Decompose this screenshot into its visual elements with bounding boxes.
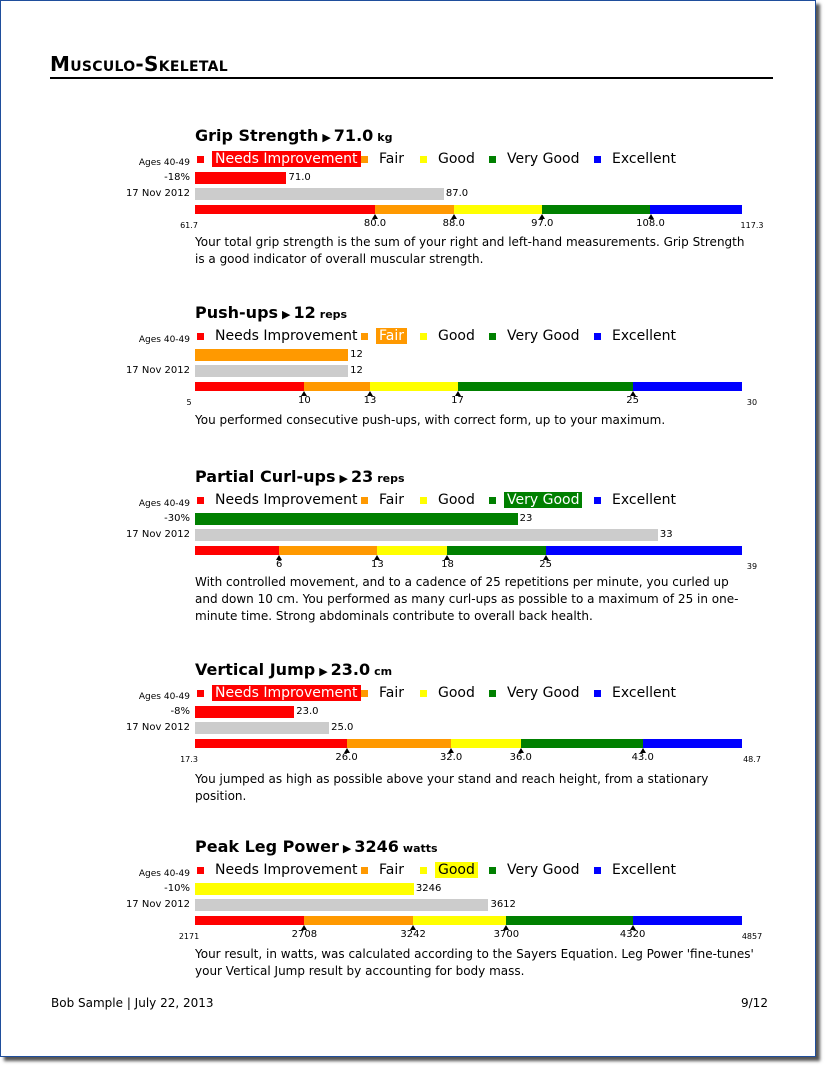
scale-segment-fair [375,205,454,214]
legend-swatch-fair [361,497,368,504]
scale-segment-good [377,546,447,555]
legend-item-excellent [594,862,679,878]
metric-description: You performed consecutive push-ups, with correct form, up to your maximum. [195,413,666,427]
legend-swatch-excellent [594,333,601,340]
current-result-value: 12 [350,349,363,360]
scale-tick-label: 43.0 [631,752,654,763]
metric-title [195,127,392,147]
metric-name: Partial Curl-ups [195,467,336,486]
legend-label: Fair [379,685,404,701]
current-result-bar [195,349,348,361]
scale-segment-excellent [546,546,742,555]
result-arrow-icon: ▶ [339,472,348,485]
metric-unit: watts [402,842,438,855]
metric-section [0,126,825,266]
metric-description: Your total grip strength is the sum of your right and left-hand measurements. Grip Strength is a good indicator of overall muscular strength. [195,235,745,266]
current-result-value: 3246 [415,883,442,894]
current-result-value: 71.0 [288,172,311,183]
legend-swatch-good [420,497,427,504]
previous-test-date: 17 Nov 2012 [125,365,190,376]
metric-title [195,304,347,324]
scale-tick-label: 39 [746,562,758,571]
legend-item-fair [361,492,407,508]
metric-section [0,837,825,978]
legend-label: Very Good [507,862,580,878]
legend-swatch-very-good [489,867,496,874]
metric-name: Vertical Jump [195,660,316,679]
rating-scale-bar [195,739,742,748]
current-result-bar [195,883,414,895]
metric-description: You jumped as high as possible above your stand and reach height, from a stationary position. [195,772,709,803]
legend-item-fair [361,862,407,878]
scale-tick-label: 26.0 [335,752,358,763]
metric-name: Grip Strength [195,126,319,145]
legend-item-excellent [594,492,679,508]
legend-label: Good [438,151,475,167]
legend-swatch-very-good [489,497,496,504]
legend-label: Good [438,492,475,508]
scale-tick-label: 97.0 [531,218,554,229]
result-arrow-icon: ▶ [319,665,328,678]
scale-tick-label: 18 [441,559,454,570]
legend-item-very-good [489,151,582,167]
current-result-bar [195,706,294,718]
change-percent: -8% [170,706,190,717]
scale-tick-label: 13 [370,559,384,570]
legend-item-very-good [489,685,582,701]
legend-swatch-needs-improvement [197,156,204,163]
scale-segment-very-good [542,205,650,214]
scale-segment-excellent [643,739,742,748]
age-group-label: Ages 40-49 [138,692,190,702]
scale-segment-good [451,739,521,748]
scale-tick-label: 108.0 [636,218,665,229]
scale-tick-label: 117.3 [740,221,764,230]
scale-tick-label: 2708 [291,929,318,940]
scale-tick-label: 3242 [400,929,426,940]
legend-swatch-very-good [489,156,496,163]
scale-segment-good [413,916,506,925]
scale-segment-fair [347,739,452,748]
legend-swatch-excellent [594,867,601,874]
previous-test-date: 17 Nov 2012 [125,188,190,199]
legend-item-good [420,328,478,344]
current-result-value: 23 [519,513,533,524]
legend-swatch-good [420,690,427,697]
footer-page-number: 9/12 [741,996,768,1010]
metric-section [0,660,825,803]
previous-test-date: 17 Nov 2012 [125,529,190,540]
age-group-label: Ages 40-49 [138,499,190,509]
metric-section [0,304,825,434]
legend-item-needs-improvement [197,492,361,508]
scale-segment-needs-improvement [195,739,347,748]
scale-tick-label: 3700 [493,929,520,940]
legend-label: Very Good [507,328,580,344]
metric-title [195,838,438,858]
legend-label-highlighted: Good [435,862,478,878]
scale-tick-label: 5 [186,398,192,407]
legend-item-excellent [594,151,679,167]
scale-segment-needs-improvement [195,546,279,555]
scale-tick-label: 6 [275,559,283,570]
current-result-value: 23.0 [296,706,319,717]
scale-segment-very-good [506,916,632,925]
legend-label-highlighted: Needs Improvement [212,151,361,167]
legend-item-good [420,685,478,701]
legend-label: Needs Improvement [215,862,358,878]
legend-swatch-needs-improvement [197,690,204,697]
legend-item-good [420,862,478,878]
result-arrow-icon: ▶ [322,131,331,144]
age-group-label: Ages 40-49 [138,869,190,879]
legend-label: Fair [379,151,404,167]
metric-value: 3246 [354,837,399,856]
legend-item-excellent [594,685,679,701]
scale-tick-label: 80.0 [363,218,387,229]
metric-unit: cm [374,665,393,678]
previous-result-bar [195,188,444,200]
legend-swatch-fair [361,333,368,340]
legend-swatch-fair [361,867,368,874]
age-group-label: Ages 40-49 [138,335,190,345]
legend-label-highlighted: Needs Improvement [212,685,361,701]
scale-tick-label: 61.7 [180,221,198,230]
rating-scale-bar [195,205,742,214]
rating-scale-bar [195,382,742,391]
legend-label: Good [438,328,475,344]
metric-name: Peak Leg Power [195,837,339,856]
previous-result-bar [195,529,658,541]
scale-segment-needs-improvement [195,916,304,925]
current-result-bar [195,513,518,525]
legend-swatch-needs-improvement [197,867,204,874]
scale-tick-label: 17.3 [180,755,198,764]
scale-tick-label: 17 [451,395,464,406]
scale-tick-label: 10 [298,395,311,406]
footer-name-date: Bob Sample | July 22, 2013 [51,996,214,1010]
metric-title [195,468,405,488]
metric-value: 23.0 [330,660,371,679]
legend-item-needs-improvement [197,862,361,878]
legend-label-highlighted: Fair [376,328,407,344]
scale-segment-needs-improvement [195,382,304,391]
scale-tick-label: 36.0 [509,752,532,763]
legend-label: Excellent [612,685,676,701]
previous-result-value: 3612 [490,899,516,910]
legend-swatch-needs-improvement [197,497,204,504]
previous-test-date: 17 Nov 2012 [125,899,190,910]
scale-segment-good [454,205,543,214]
metric-value: 12 [293,303,316,322]
metric-unit: reps [377,472,405,485]
legend-item-good [420,151,478,167]
legend-swatch-good [420,333,427,340]
scale-segment-fair [279,546,377,555]
result-arrow-icon: ▶ [342,842,352,855]
legend-item-very-good [489,492,582,508]
metric-unit: reps [319,308,348,321]
scale-segment-very-good [521,739,643,748]
legend-label: Good [438,685,475,701]
metric-description: With controlled movement, and to a cadence of 25 repetitions per minute, you curled up and down 10 cm. You performed as many curl-ups as possible to a maximum of 25 in one-minute time. Strong abdominals contribute to overall back health. [195,575,739,623]
previous-result-value: 25.0 [331,722,354,733]
legend-item-very-good [489,328,582,344]
legend-item-needs-improvement [197,328,361,344]
scale-tick-label: 13 [363,395,377,406]
rating-scale-bar [195,546,742,555]
scale-segment-fair [304,382,370,391]
previous-result-value: 87.0 [445,188,469,199]
previous-result-bar [195,899,488,911]
metric-description: Your result, in watts, was calculated according to the Sayers Equation. Leg Power 'fine-tunes' your Vertical Jump result by accounting for body mass. [195,947,754,978]
legend-item-needs-improvement [197,151,361,167]
change-percent: -18% [164,172,190,183]
previous-result-bar [195,722,329,734]
scale-segment-fair [304,916,413,925]
scale-tick-label: 25 [539,559,553,570]
legend-item-good [420,492,478,508]
legend-swatch-fair [361,156,368,163]
legend-label: Fair [379,492,404,508]
scale-tick-label: 4857 [741,932,763,941]
metric-section [0,467,825,623]
rating-scale-bar [195,916,742,925]
result-arrow-icon: ▶ [282,308,291,321]
legend-label: Excellent [612,862,676,878]
legend-label: Very Good [507,151,580,167]
scale-segment-excellent [633,916,742,925]
legend-item-very-good [489,862,582,878]
legend-item-fair [361,685,407,701]
legend-label: Very Good [507,685,580,701]
legend-item-needs-improvement [197,685,361,701]
scale-tick-label: 2171 [178,932,200,941]
metric-value: 71.0 [333,126,374,145]
legend-swatch-good [420,867,427,874]
metric-value: 23 [350,467,374,486]
legend-label: Excellent [612,328,676,344]
scale-segment-good [370,382,458,391]
legend-item-excellent [594,328,679,344]
legend-item-fair [361,328,407,344]
legend-swatch-good [420,156,427,163]
previous-test-date: 17 Nov 2012 [125,722,190,733]
legend-item-fair [361,151,407,167]
scale-tick-label: 25 [626,395,639,406]
metric-unit: kg [377,131,393,144]
page-heading: Musculo-Skeletal [50,52,773,79]
legend-swatch-very-good [489,690,496,697]
legend-label: Excellent [612,151,676,167]
scale-tick-label: 48.7 [743,755,761,764]
previous-result-value: 33 [659,529,673,540]
legend-swatch-excellent [594,156,601,163]
scale-tick-label: 32.0 [439,752,463,763]
legend-label: Needs Improvement [215,492,358,508]
scale-tick-label: 88.0 [442,218,465,229]
legend-label: Excellent [612,492,676,508]
previous-result-bar [195,365,348,377]
scale-tick-label: 30 [746,398,758,407]
legend-swatch-excellent [594,690,601,697]
change-percent: -30% [164,513,190,524]
legend-swatch-fair [361,690,368,697]
scale-segment-excellent [633,382,742,391]
legend-swatch-needs-improvement [197,333,204,340]
metric-title [195,661,392,681]
legend-swatch-very-good [489,333,496,340]
legend-label-highlighted: Very Good [504,492,582,508]
metric-name: Push-ups [195,303,279,322]
scale-segment-very-good [458,382,633,391]
change-percent: -10% [164,883,190,894]
legend-label: Needs Improvement [215,328,358,344]
age-group-label: Ages 40-49 [138,158,190,168]
scale-tick-label: 4320 [619,929,646,940]
legend-label: Fair [379,862,404,878]
scale-segment-excellent [650,205,741,214]
scale-segment-very-good [447,546,545,555]
previous-result-value: 12 [350,365,363,376]
scale-segment-needs-improvement [195,205,375,214]
current-result-bar [195,172,286,184]
legend-swatch-excellent [594,497,601,504]
